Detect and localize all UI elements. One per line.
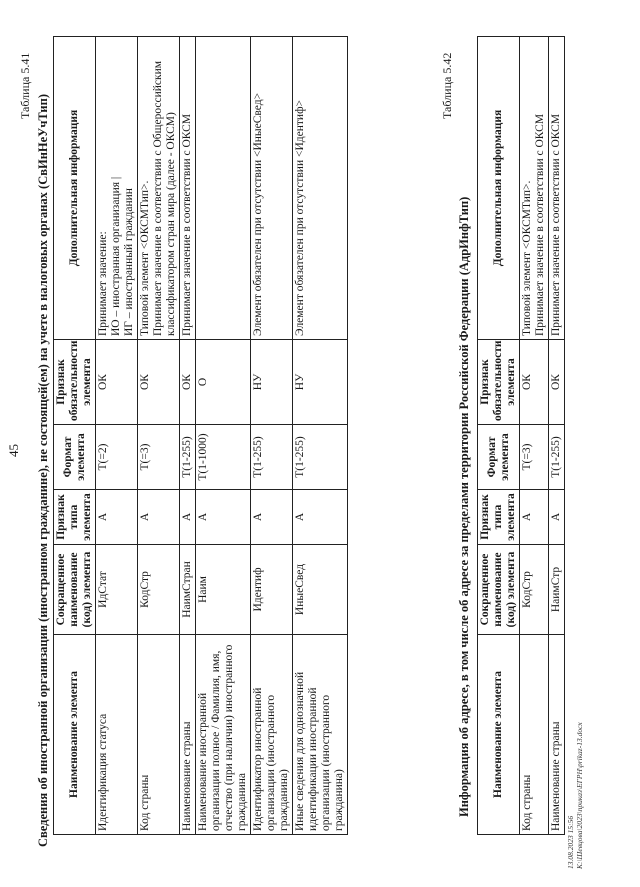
table-cell-format: T(1-255): [549, 425, 565, 490]
table-cell-info: Типовой элемент <ОКСМТип>. Принимает значение в соответствии с ОКСМ: [520, 37, 549, 340]
table-cell-type: А: [196, 490, 251, 545]
table-cell-req: ОК: [180, 340, 196, 425]
table2: [477, 36, 565, 835]
footer-timestamp: 13.08.2023 15:56: [566, 815, 575, 869]
table1-header-row: [54, 37, 96, 835]
table-cell-req: ОК: [520, 340, 549, 425]
table-row: [549, 37, 565, 835]
table-cell-info: Принимает значение в соответствии с ОКСМ: [549, 37, 565, 340]
table-cell-code: НаимСтр: [549, 545, 565, 635]
table-cell-type: А: [180, 490, 196, 545]
table-cell-code: ИныеСвед: [293, 545, 348, 635]
footer-filepath: К:\Шевцова\2023\приказ\ЕГРН\prikaz-13.docx: [575, 722, 584, 869]
table-cell-info: Типовой элемент <ОКСМТип>. Принимает значение в соответствии с Общероссийским классификатором стран мира (далее - ОКСМ): [138, 37, 180, 340]
table2-header: Признак типа элемента: [478, 490, 520, 545]
table-cell-name: Иные сведения для однозначной идентификации иностранной организации (иностранного гражданина): [293, 635, 348, 835]
table1-header: Признак типа элемента: [54, 490, 96, 545]
table-cell-code: Наим: [196, 545, 251, 635]
table2-header: Формат элемента: [478, 425, 520, 490]
table-cell-req: НУ: [251, 340, 293, 425]
table-cell-format: T(=3): [520, 425, 549, 490]
table-row: [138, 37, 180, 835]
table2-header: Сокращенное наименование (код) элемента: [478, 545, 520, 635]
table1-header: Наименование элемента: [54, 635, 96, 835]
table-cell-name: Код страны: [138, 635, 180, 835]
table1-header: Дополнительная информация: [54, 37, 96, 340]
table1-header: Формат элемента: [54, 425, 96, 490]
table-cell-format: T(=2): [96, 425, 138, 490]
table-cell-name: Идентификация статуса: [96, 635, 138, 835]
table-cell-type: А: [251, 490, 293, 545]
table-row: [196, 37, 251, 835]
table-row: [96, 37, 138, 835]
table-cell-code: КодСтр: [138, 545, 180, 635]
table-cell-name: Идентификатор иностранной организации (иностранного гражданина): [251, 635, 293, 835]
table1-title: Сведения об иностранной организации (иностранном гражданине), не состоящей(ем) на учете в налоговых органах (СвИнНеУчТип): [36, 94, 50, 847]
table-cell-info: Принимает значение: ИО – иностранная организация | ИГ – иностранный гражданин: [96, 37, 138, 340]
table-cell-format: T(1-255): [293, 425, 348, 490]
table-cell-req: ОК: [138, 340, 180, 425]
table-cell-format: T(1-255): [251, 425, 293, 490]
table1: [53, 36, 348, 835]
table-row: [251, 37, 293, 835]
table-cell-req: О: [196, 340, 251, 425]
table2-header-row: [478, 37, 520, 835]
table-cell-name: Код страны: [520, 635, 549, 835]
table2-header: Наименование элемента: [478, 635, 520, 835]
table-cell-info: Принимает значение в соответствии с ОКСМ: [180, 37, 196, 340]
table1-header: Сокращенное наименование (код) элемента: [54, 545, 96, 635]
footer: [566, 722, 584, 869]
table-cell-type: А: [549, 490, 565, 545]
table-cell-name: Наименование страны: [180, 635, 196, 835]
table-cell-code: Идентиф: [251, 545, 293, 635]
table-row: [180, 37, 196, 835]
table-cell-code: ИдСтат: [96, 545, 138, 635]
page-number: 45: [6, 444, 21, 457]
table-cell-type: А: [96, 490, 138, 545]
table1-header: Признак обязательности элемента: [54, 340, 96, 425]
table-cell-type: А: [293, 490, 348, 545]
table2-title: Информация об адресе, в том числе об адресе за пределами территории Российской Федерации (АдрИнфТип): [457, 196, 471, 817]
table-cell-type: А: [520, 490, 549, 545]
table-cell-format: T(=3): [138, 425, 180, 490]
table-cell-format: T(1-255): [180, 425, 196, 490]
table-row: [520, 37, 549, 835]
table-cell-req: ОК: [549, 340, 565, 425]
table-cell-req: ОК: [96, 340, 138, 425]
table2-header: Признак обязательности элемента: [478, 340, 520, 425]
table1-body: [96, 37, 348, 835]
table-cell-code: КодСтр: [520, 545, 549, 635]
table2-header: Дополнительная информация: [478, 37, 520, 340]
table-row: [293, 37, 348, 835]
table2-body: [520, 37, 565, 835]
table-cell-code: НаимСтран: [180, 545, 196, 635]
table-cell-format: T(1-1000): [196, 425, 251, 490]
table-cell-info: Элемент обязателен при отсутствии <Идентиф>: [293, 37, 348, 340]
table-cell-req: НУ: [293, 340, 348, 425]
table-cell-type: А: [138, 490, 180, 545]
table1-label: Таблица 5.41: [18, 52, 32, 119]
table-cell-info: [196, 37, 251, 340]
table2-label: Таблица 5.42: [440, 52, 454, 119]
table-cell-name: Наименование страны: [549, 635, 565, 835]
table-cell-name: Наименование иностранной организации полное / Фамилия, имя, отчество (при наличии) иностранного гражданина: [196, 635, 251, 835]
table-cell-info: Элемент обязателен при отсутствии <ИныеСвед>: [251, 37, 293, 340]
